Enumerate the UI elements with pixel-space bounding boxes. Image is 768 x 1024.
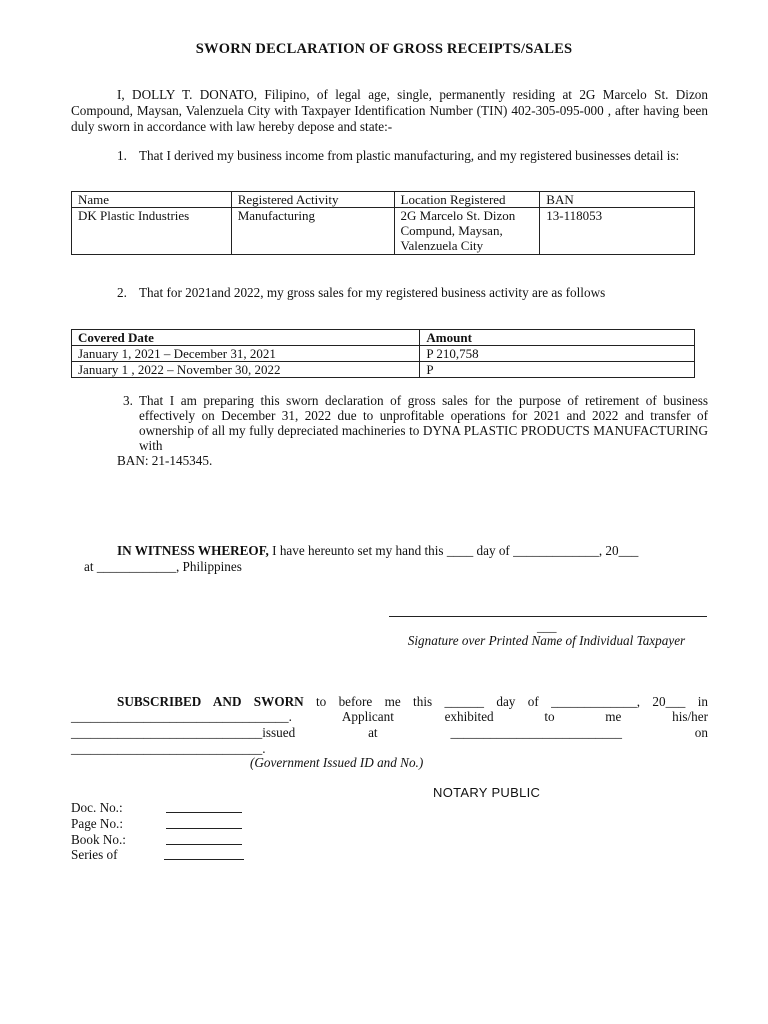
subscribed-line-3: _____________________________issued at __________________________ on xyxy=(71,725,708,740)
sales-table xyxy=(71,329,695,378)
field-label: Page No.: xyxy=(71,815,124,831)
signature-caption: Signature over Printed Name of Individual Taxpayer xyxy=(407,633,686,648)
item-3-number: 3. xyxy=(123,393,133,408)
business-name-cell: DK Plastic Industries xyxy=(72,208,232,255)
witness-heading: IN WITNESS WHEREOF, xyxy=(117,543,269,558)
blank-line xyxy=(166,844,242,845)
covered-date-cell: January 1, 2021 – December 31, 2021 xyxy=(72,346,420,362)
notary-public-label: NOTARY PUBLIC xyxy=(433,785,541,800)
blank-line xyxy=(166,828,242,829)
subscribed-line-2: _________________________________. Applicant exhibited to me his/her xyxy=(71,709,708,724)
blank-line xyxy=(164,859,244,860)
business-table xyxy=(71,191,695,255)
subscribed-heading: SUBSCRIBED AND SWORN xyxy=(117,694,304,709)
item-3-ban: BAN: 21-145345. xyxy=(117,453,213,468)
witness-text: I have hereunto set my hand this ____ day of _____________, 20___ xyxy=(268,543,639,558)
document-title: SWORN DECLARATION OF GROSS RECEIPTS/SALES xyxy=(195,41,573,57)
signature-short-line: ___ xyxy=(537,619,557,634)
item-2-number: 2. xyxy=(117,285,127,300)
item-1-number: 1. xyxy=(117,148,127,163)
government-id-caption: (Government Issued ID and No.) xyxy=(250,755,424,770)
intro-paragraph: I, DOLLY T. DONATO, Filipino, of legal age, single, permanently residing at 2G Marcelo St. Dizon Compound, Maysan, Valenzuela City with Taxpayer Identification Number (TIN) 402-305-095-000 , after having been duly sworn in accordance with law hereby depose and state:- xyxy=(71,87,708,134)
item-3-body xyxy=(117,393,708,468)
witness-line xyxy=(117,543,638,559)
field-label: Doc. No.: xyxy=(71,800,123,815)
table-row xyxy=(72,208,695,255)
witness-place-line: at ____________, Philippines xyxy=(84,559,242,574)
signature-line xyxy=(389,616,707,617)
item-3-text: That I am preparing this sworn declaration of gross sales for the purpose of retirement of business effectively on December 31, 2022 due to unprofitable operations for 2021 and 2022 and transfer of ownership of all my fully depreciated machineries to DYNA PLASTIC PRODUCTS MANUFACTURING with xyxy=(139,393,708,453)
amount-cell: P xyxy=(420,362,695,378)
business-table-header xyxy=(72,192,695,208)
column-header: Registered Activity xyxy=(231,192,394,208)
amount-cell: P 210,758 xyxy=(420,346,695,362)
activity-cell: Manufacturing xyxy=(231,208,394,255)
table-row xyxy=(72,346,695,362)
column-header: Covered Date xyxy=(72,330,420,346)
column-header: Amount xyxy=(420,330,695,346)
sales-table-header xyxy=(72,330,695,346)
ban-cell: 13-118053 xyxy=(540,208,695,255)
column-header: Location Registered xyxy=(394,192,540,208)
table-row xyxy=(72,362,695,378)
covered-date-cell: January 1 , 2022 – November 30, 2022 xyxy=(72,362,420,378)
column-header: Name xyxy=(72,192,232,208)
column-header: BAN xyxy=(540,192,695,208)
field-label: Book No.: xyxy=(71,831,126,847)
subscribed-line-1 xyxy=(71,694,708,710)
blank-line xyxy=(166,812,242,813)
item-2-text: That for 2021and 2022, my gross sales for my registered business activity are as follows xyxy=(139,285,606,300)
location-cell: 2G Marcelo St. Dizon Compund, Maysan, Valenzuela City xyxy=(394,208,540,255)
field-label: Series of xyxy=(71,847,118,863)
subscribed-line-4: _____________________________. xyxy=(71,741,266,756)
subscribed-text: to before me this ______ day of _____________, 20___ in xyxy=(303,694,708,709)
item-1-text: That I derived my business income from plastic manufacturing, and my registered businesses detail is: xyxy=(139,148,680,163)
